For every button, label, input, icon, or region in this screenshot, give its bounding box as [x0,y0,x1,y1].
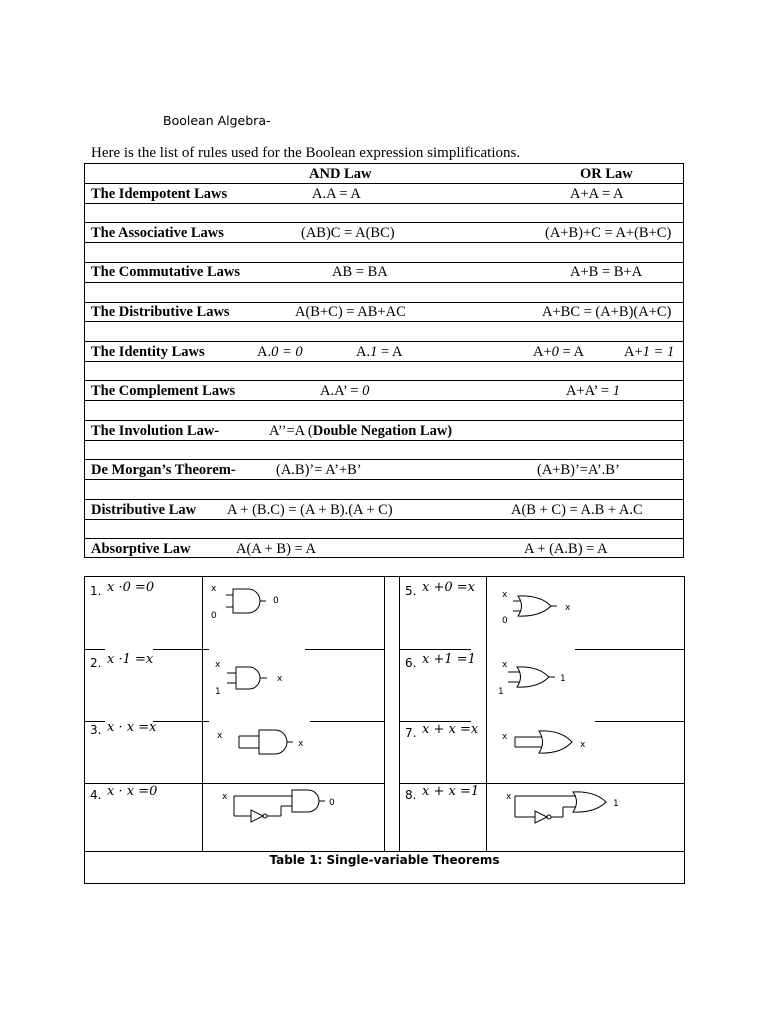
law-name: The Distributive Laws [91,304,230,320]
theorem-number: 1. [90,584,102,598]
boolean-laws-table [84,163,684,558]
and-gate-with-inverter-icon [219,787,339,827]
svg-text:0: 0 [273,596,279,606]
theorem-expression: x ·0 =0 [107,580,155,595]
or-law-expression-2: A+1 = 1 [624,344,675,360]
svg-text:x: x [506,792,512,802]
theorem-expression: x · x =x [107,720,157,735]
law-name: De Morgan’s Theorem- [91,462,236,478]
or-law-expression: A+A = A [570,186,624,202]
and-law-header: AND Law [309,166,372,182]
theorem-expression: $x + \overline{x} =1$ [422,784,480,799]
or-law-expression: (A+B)’=A’.B’ [537,462,620,478]
law-name: The Commutative Laws [91,264,241,280]
or-law-expression: A+A’ = 1 [566,383,620,399]
and-law-expression: A.A’ = 0 [320,383,370,399]
intro-paragraph: Here is the list of rules used for the Boolean expression simplifications. [91,145,521,161]
table-caption: Table 1: Single-variable Theorems [269,853,500,867]
theorem-expression: x ·1 =x [107,652,154,667]
and-gate-icon [206,579,286,623]
theorem-expression: $x \cdot \overline{x} =0$ [107,784,158,799]
theorem-number: 5. [405,584,417,598]
and-law-expression-2: A.1 = A [356,344,403,360]
and-law-expression: AB = BA [332,264,388,280]
and-gate-icon [213,725,309,761]
theorem-expression: x +1 =1 [422,652,476,667]
or-law-expression: A+BC = (A+B)(A+C) [542,304,672,320]
svg-text:1: 1 [560,674,566,684]
law-name: The Associative Laws [91,225,224,241]
theorem-number: 3. [90,723,102,737]
svg-text:1: 1 [215,687,221,697]
document-heading: Boolean Algebra- [163,113,271,128]
theorem-number: 4. [90,788,102,802]
and-law-expression-1: A.0 = 0 [257,344,303,360]
svg-text:x: x [217,731,223,741]
or-law-expression: A+B = B+A [570,264,643,280]
and-law-expression: A.A = A [312,186,361,202]
and-law-expression: (AB)C = A(BC) [301,225,395,241]
svg-text:1: 1 [498,687,504,697]
law-name: The Involution Law- [91,423,220,439]
theorem-number: 6. [405,656,417,670]
and-law-expression: (A.B)’= A’+B’ [276,462,362,478]
and-law-expression: A’’=A (Double Negation Law) [269,423,453,439]
or-gate-with-inverter-icon [503,787,633,827]
svg-text:x: x [215,660,221,670]
law-name: The Complement Laws [91,383,236,399]
or-law-expression: (A+B)+C = A+(B+C) [545,225,672,241]
and-law-expression: A(B+C) = AB+AC [295,304,406,320]
or-law-expression: A(B + C) = A.B + A.C [511,502,643,518]
svg-text:1: 1 [613,799,619,809]
or-law-header: OR Law [580,166,633,182]
svg-text:x: x [565,603,571,613]
theorem-number: 7. [405,726,417,740]
single-variable-theorems-table [84,576,685,884]
svg-text:0: 0 [329,798,335,808]
theorem-expression: x + x =x [422,722,479,737]
and-gate-icon [209,655,289,699]
or-law-expression-1: A+0 = A [533,344,585,360]
svg-text:x: x [580,740,586,750]
svg-text:0: 0 [502,616,508,626]
svg-text:x: x [502,732,508,742]
svg-text:0: 0 [211,611,217,621]
theorem-number: 2. [90,656,102,670]
svg-text:x: x [502,660,508,670]
svg-text:x: x [211,584,217,594]
and-law-expression: A + (B.C) = (A + B).(A + C) [227,502,393,518]
or-law-expression: A + (A.B) = A [524,541,608,557]
svg-text:x: x [222,792,228,802]
or-gate-icon [499,725,595,761]
theorem-number: 8. [405,788,417,802]
svg-text:x: x [502,590,508,600]
law-name: The Identity Laws [91,344,205,360]
svg-text:x: x [298,739,304,749]
law-name: Distributive Law [91,502,197,518]
svg-text:x: x [277,674,283,684]
or-gate-icon [493,581,579,629]
or-gate-icon [493,657,579,701]
law-name: Absorptive Law [91,541,191,557]
theorem-expression: x +0 =x [422,580,475,595]
and-law-expression: A(A + B) = A [236,541,316,557]
law-name: The Idempotent Laws [91,186,228,202]
